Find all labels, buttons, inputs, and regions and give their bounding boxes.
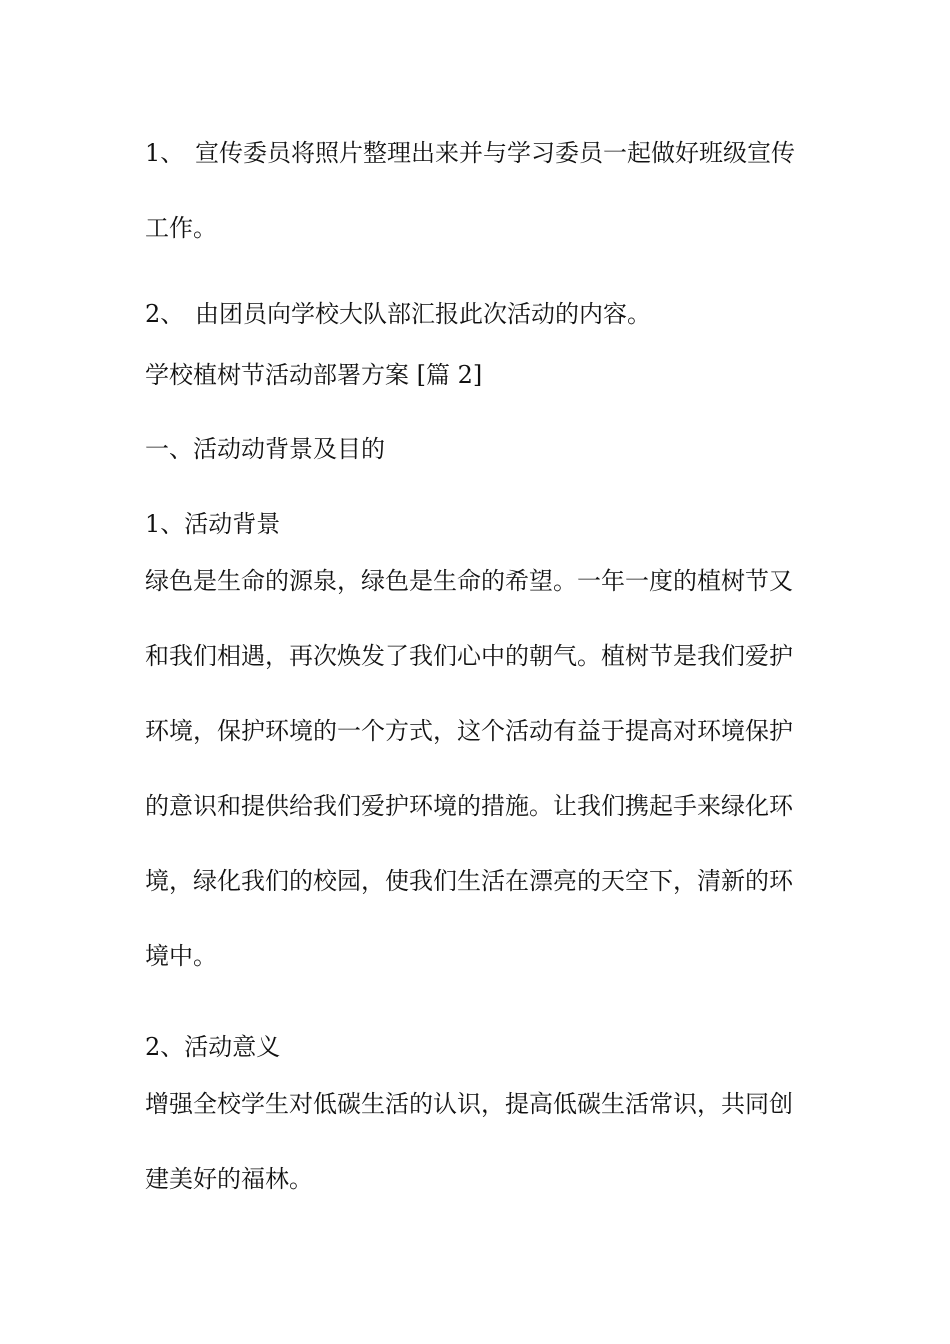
subheading-background: 1、活动背景 [145,510,281,538]
subheading-significance: 2、活动意义 [145,1033,281,1061]
paragraph-significance: 增强全校学生对低碳生活的认识，提高低碳生活常识，共同创建美好的福林。 [145,1090,793,1193]
heading-background-purpose: 一、活动动背景及目的 [145,435,385,463]
list-item-1 [145,116,810,266]
section-title: 学校植树节活动部署方案 [篇 2] [145,361,483,389]
list-item-1-text: 宣传委员将照片整理出来并与学习委员一起做好班级宣传工作。 [145,139,795,242]
paragraph-background: 绿色是生命的源泉，绿色是生命的希望。一年一度的植树节又和我们相遇，再次焕发了我们心中的朝气。植树节是我们爱护环境，保护环境的一个方式，这个活动有益于提高对环境保护的意识和提供给我们爱护环境的措施。让我们携起手来绿化环境，绿化我们的校园，使我们生活在漂亮的天空下，清新的环境中。 [145,567,793,970]
list-item-1-number: 1、 [145,139,185,167]
list-item-2-number: 2、 [145,300,185,328]
list-item-2-text: 由团员向学校大队部汇报此次活动的内容。 [195,300,651,328]
list-item-2 [145,296,810,332]
